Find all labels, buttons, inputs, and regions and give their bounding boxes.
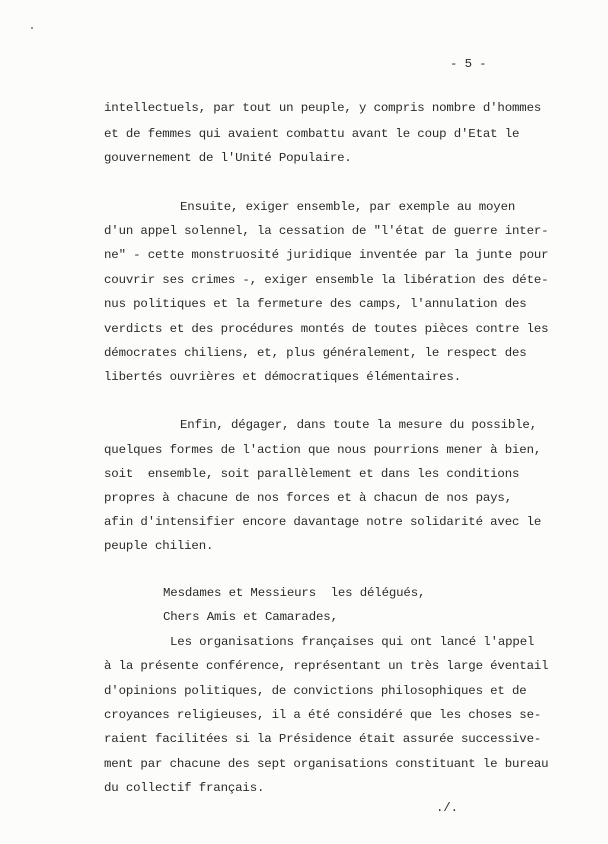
text-line: Enfin, dégager, dans toute la mesure du possible, [180, 418, 537, 432]
text-line: démocrates chiliens, et, plus généralement, le respect des [104, 346, 527, 360]
paper-speck [31, 27, 33, 29]
text-line: nus politiques et la fermeture des camps, l'annulation des [104, 297, 527, 311]
text-line: gouvernement de l'Unité Populaire. [104, 151, 352, 165]
text-line: propres à chacune de nos forces et à chacun de nos pays, [104, 491, 512, 505]
text-line: et de femmes qui avaient combattu avant le coup d'Etat le [104, 127, 520, 141]
text-line: soit ensemble, soit parallèlement et dans les conditions [104, 467, 520, 481]
text-line: Ensuite, exiger ensemble, par exemple au moyen [180, 200, 516, 214]
text-line: Les organisations françaises qui ont lancé l'appel [170, 635, 535, 649]
salutation-line: Mesdames et Messieurs les délégués, [163, 586, 426, 600]
text-line: du collectif français. [104, 781, 265, 795]
text-line: ne" - cette monstruosité juridique inventée par la junte pour [104, 248, 549, 262]
text-line: ment par chacune des sept organisations constituant le bureau [104, 757, 549, 771]
text-line: quelques formes de l'action que nous pourrions mener à bien, [104, 443, 542, 457]
text-line: d'opinions politiques, de convictions philosophiques et de [104, 684, 527, 698]
text-line: afin d'intensifier encore davantage notre solidarité avec le [104, 515, 542, 529]
text-line: libertés ouvrières et démocratiques élémentaires. [104, 370, 461, 384]
text-line: croyances religieuses, il a été considéré que les choses se- [104, 708, 542, 722]
text-line: verdicts et des procédures montés de toutes pièces contre les [104, 322, 549, 336]
page-number: - 5 - [450, 57, 487, 71]
salutation-line: Chers Amis et Camarades, [163, 610, 338, 624]
text-line: intellectuels, par tout un peuple, y compris nombre d'hommes [104, 101, 542, 115]
text-line: couvrir ses crimes -, exiger ensemble la libération des déte- [104, 273, 549, 287]
text-line: à la présente conférence, représentant un très large éventail [104, 659, 549, 673]
continuation-mark: ./. [436, 801, 458, 815]
text-line: d'un appel solennel, la cessation de "l'état de guerre inter- [104, 224, 549, 238]
text-line: peuple chilien. [104, 539, 214, 553]
text-line: raient facilitées si la Présidence était assurée successive- [104, 732, 542, 746]
